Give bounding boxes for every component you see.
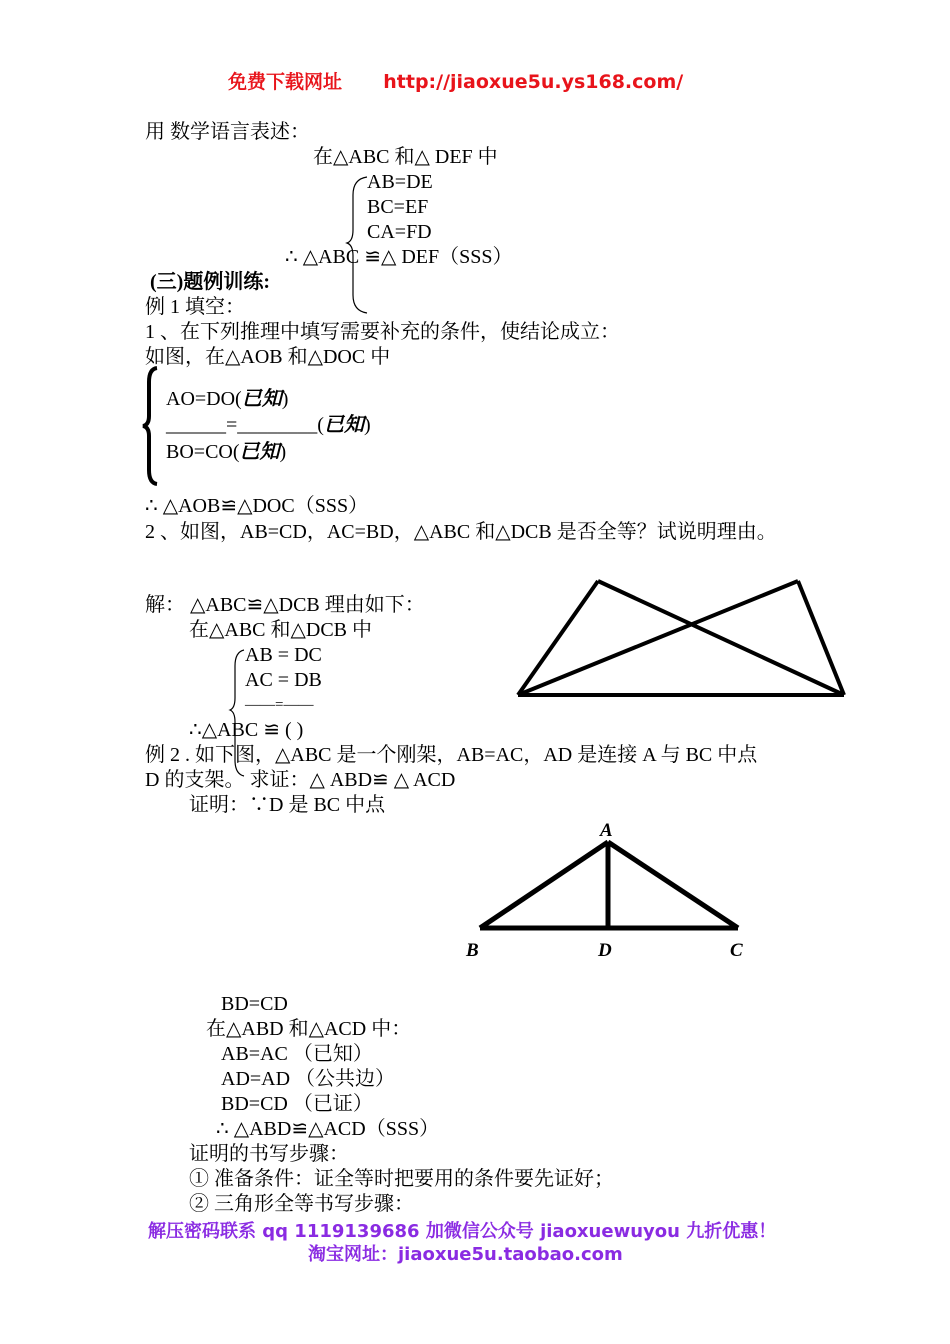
solution-condition-2: AC = DB xyxy=(245,669,322,691)
proof-context: 在△ABD 和△ACD 中： xyxy=(206,1018,412,1040)
condition-1: AB=DE xyxy=(367,171,433,193)
conclusion-1: ∴ △ABC ≌△ DEF（SSS） xyxy=(285,246,513,268)
figure-crossed-triangles xyxy=(512,575,852,705)
question-1: 1 、在下列推理中填写需要补充的条件，使结论成立： xyxy=(145,321,620,343)
footer-line-1: 解压密码联系 qq 1119139686 加微信公众号 jiaoxuewuyou 九折优惠！ xyxy=(148,1221,777,1242)
context-text: 在△ABC 和△ DEF 中 xyxy=(313,146,498,168)
label-c: C xyxy=(730,940,743,961)
header-label: 免费下载网址 xyxy=(228,71,343,93)
condition-2: BC=EF xyxy=(367,196,429,218)
section-heading: (三)题例训练: xyxy=(150,271,270,293)
proof-start: 证明：∵D 是 BC 中点 xyxy=(189,794,386,816)
question-1-conclusion: ∴ △AOB≌△DOC（SSS） xyxy=(145,495,369,517)
writing-title: 证明的书写步骤： xyxy=(189,1143,349,1165)
label-a: A xyxy=(600,820,613,841)
brace-1 xyxy=(345,175,375,315)
fill-line-3: BO=CO(已知) xyxy=(166,441,287,463)
example2-line-1: 例 2 . 如下图，△ABC 是一个刚架，AB=AC，AD 是连接 A 与 BC 中点 xyxy=(145,744,758,766)
example2-line-2: D 的支架。 求证：△ ABD≌ △ ACD xyxy=(145,769,456,791)
solution-condition-3: ——=—— xyxy=(245,697,314,713)
question-2: 2 、如图，AB=CD，AC=BD，△ABC 和△DCB 是否全等？试说明理由。 xyxy=(145,521,777,543)
brace-2 xyxy=(140,366,160,486)
diagonal-2 xyxy=(598,581,844,695)
solution-conclusion: ∴△ABC ≌ ( ) xyxy=(189,719,304,741)
proof-step-3: BD=CD （已证） xyxy=(221,1093,373,1115)
intro-text: 用 数学语言表述： xyxy=(145,121,310,143)
side-ac xyxy=(608,842,738,928)
footer-line-2[interactable]: 淘宝网址：jiaoxue5u.taobao.com xyxy=(308,1244,623,1265)
solution-condition-1: AB = DC xyxy=(245,644,322,666)
side-ab xyxy=(480,842,608,928)
writing-step-1: ① 准备条件：证全等时把要用的条件要先证好； xyxy=(189,1168,614,1190)
label-d: D xyxy=(598,940,612,961)
proof-step-1: AB=AC （已知） xyxy=(221,1043,373,1065)
solution-line-1: 解： △ABC≌△DCB 理由如下： xyxy=(145,594,425,616)
example1-title: 例 1 填空： xyxy=(145,296,245,318)
label-b: B xyxy=(466,940,479,961)
fill-line-1: AO=DO(已知) xyxy=(166,388,289,410)
proof-step-2: AD=AD （公共边） xyxy=(221,1068,396,1090)
solution-line-2: 在△ABC 和△DCB 中 xyxy=(189,619,373,641)
figure-triangle-abc xyxy=(460,812,760,962)
proof-bd: BD=CD xyxy=(221,993,288,1015)
fill-line-2: ______=________(已知) xyxy=(166,414,371,436)
header xyxy=(228,70,683,94)
condition-3: CA=FD xyxy=(367,221,432,243)
proof-conclusion: ∴ △ABD≌△ACD（SSS） xyxy=(216,1118,440,1140)
header-url[interactable]: http://jiaoxue5u.ys168.com/ xyxy=(383,71,684,93)
question-1-context: 如图，在△AOB 和△DOC 中 xyxy=(145,346,391,368)
writing-step-2: ② 三角形全等书写步骤： xyxy=(189,1193,414,1215)
